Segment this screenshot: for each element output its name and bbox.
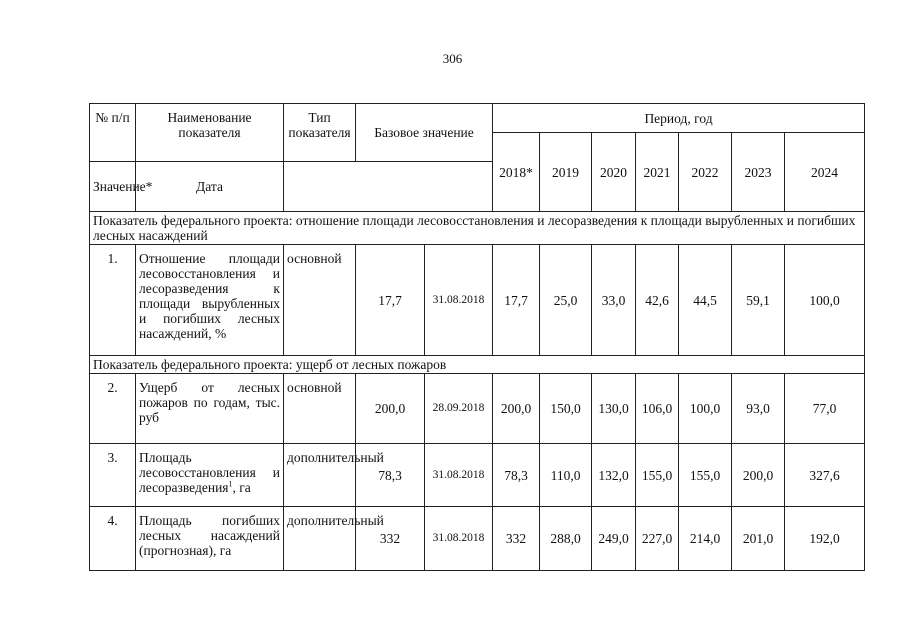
base-value: 332 — [356, 507, 425, 571]
year-value-2024: 327,6 — [785, 444, 865, 507]
indicator-type: дополнительный — [284, 444, 356, 507]
year-value-2019: 25,0 — [540, 245, 592, 356]
indicator-name-text: Отношение площади лесовосстановления и лесоразведения к площади вырубленных и погибших лесных насаждений, % — [139, 251, 280, 341]
base-value: 200,0 — [356, 374, 425, 444]
footnote-mark: 1 — [228, 479, 233, 489]
indicator-name — [136, 245, 284, 356]
header-indicator-name: Наименование показателя — [136, 104, 284, 162]
year-value-2024: 77,0 — [785, 374, 865, 444]
indicator-type: основной — [284, 374, 356, 444]
row-number: 4. — [90, 507, 136, 571]
year-value-2020: 33,0 — [592, 245, 636, 356]
base-date: 31.08.2018 — [425, 245, 493, 356]
year-value-2018: 332 — [493, 507, 540, 571]
indicator-name-text: Площадь погибших лесных насаждений (прогнозная), га — [139, 513, 280, 558]
year-value-2022: 214,0 — [679, 507, 732, 571]
row-number: 1. — [90, 245, 136, 356]
year-value-2019: 110,0 — [540, 444, 592, 507]
header-period: Период, год — [493, 104, 865, 133]
year-value-2020: 132,0 — [592, 444, 636, 507]
year-value-2018: 200,0 — [493, 374, 540, 444]
indicator-type: дополнительный — [284, 507, 356, 571]
year-value-2022: 100,0 — [679, 374, 732, 444]
section-title: Показатель федерального проекта: отношение площади лесовосстановления и лесоразведения к площади вырубленных и погибших лесных насаждений — [90, 212, 865, 245]
row-number: 2. — [90, 374, 136, 444]
base-date: 28.09.2018 — [425, 374, 493, 444]
header-year-6: 2024 — [785, 133, 865, 212]
base-value: 78,3 — [356, 444, 425, 507]
header-date: Дата — [136, 162, 284, 212]
year-value-2021: 42,6 — [636, 245, 679, 356]
year-value-2021: 155,0 — [636, 444, 679, 507]
year-value-2023: 201,0 — [732, 507, 785, 571]
year-value-2023: 93,0 — [732, 374, 785, 444]
header-year-0: 2018* — [493, 133, 540, 212]
year-value-2024: 100,0 — [785, 245, 865, 356]
table-row — [90, 374, 865, 444]
indicator-unit: , га — [232, 480, 251, 495]
row-number: 3. — [90, 444, 136, 507]
year-value-2022: 44,5 — [679, 245, 732, 356]
section-row — [90, 356, 865, 374]
year-value-2021: 227,0 — [636, 507, 679, 571]
indicator-name-text: Площадь лесовосстановления и лесоразведения — [139, 450, 280, 495]
indicator-name — [136, 374, 284, 444]
year-value-2023: 200,0 — [732, 444, 785, 507]
year-value-2019: 150,0 — [540, 374, 592, 444]
header-year-1: 2019 — [540, 133, 592, 212]
section-title: Показатель федерального проекта: ущерб от лесных пожаров — [90, 356, 865, 374]
header-year-5: 2023 — [732, 133, 785, 212]
indicator-type: основной — [284, 245, 356, 356]
indicators-table — [89, 103, 865, 571]
header-number: № п/п — [90, 104, 136, 162]
header-base-value: Базовое значение — [356, 104, 493, 162]
year-value-2018: 78,3 — [493, 444, 540, 507]
section-row — [90, 212, 865, 245]
year-value-2022: 155,0 — [679, 444, 732, 507]
page-number: 306 — [442, 51, 463, 66]
indicator-name-text: Ущерб от лесных пожаров по годам, тыс. руб — [139, 380, 280, 425]
header-year-4: 2022 — [679, 133, 732, 212]
header-value: Значение* — [90, 162, 136, 212]
year-value-2018: 17,7 — [493, 245, 540, 356]
table-row — [90, 444, 865, 507]
year-value-2019: 288,0 — [540, 507, 592, 571]
header-indicator-type: Тип показателя — [284, 104, 356, 162]
header-year-3: 2021 — [636, 133, 679, 212]
year-value-2024: 192,0 — [785, 507, 865, 571]
year-value-2021: 106,0 — [636, 374, 679, 444]
year-value-2020: 249,0 — [592, 507, 636, 571]
year-value-2020: 130,0 — [592, 374, 636, 444]
indicator-name — [136, 444, 284, 507]
base-value: 17,7 — [356, 245, 425, 356]
indicator-name — [136, 507, 284, 571]
table-row — [90, 245, 865, 356]
table-row — [90, 507, 865, 571]
base-date: 31.08.2018 — [425, 507, 493, 571]
header-year-2: 2020 — [592, 133, 636, 212]
year-value-2023: 59,1 — [732, 245, 785, 356]
base-date: 31.08.2018 — [425, 444, 493, 507]
